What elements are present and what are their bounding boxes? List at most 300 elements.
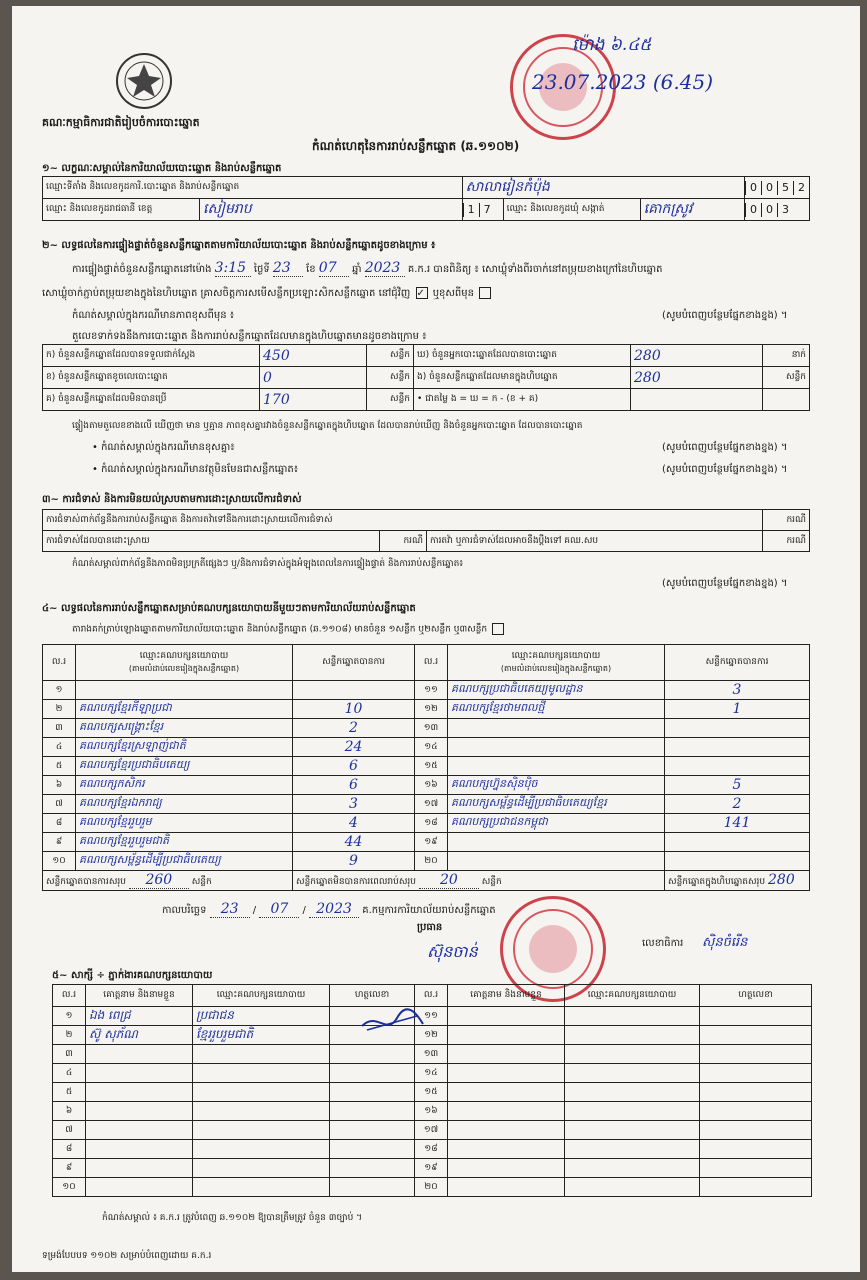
total-valid-label: សន្លឹកឆ្នោតបានការសរុប xyxy=(46,877,126,887)
count-label-2: ឃ) ចំនួនអ្នកបោះឆ្នោតដែលបានបោះឆ្នោត xyxy=(414,345,631,367)
row-number: ១២ xyxy=(415,700,448,719)
party-name: គណបក្សហ្វ៊ុនស៊ិនប៉ិច xyxy=(451,777,538,790)
col-no: ល.រ xyxy=(43,645,76,681)
verify-line xyxy=(72,260,662,277)
witness-name-cell xyxy=(448,1159,565,1178)
results-table xyxy=(42,644,810,891)
votes-cell xyxy=(293,700,415,719)
count-unit-2: នាក់ xyxy=(763,345,810,367)
party-name-cell xyxy=(76,833,293,852)
witness-party-cell xyxy=(565,1026,700,1045)
count-value: 0 xyxy=(263,369,272,386)
objection-row: ការជំទាស់ពាក់ព័ន្ធនឹងការរាប់សន្លឹកឆ្នោត និងការតវ៉ាទៅនឹងការដោះស្រាយលើការជំទាស់ xyxy=(43,510,763,531)
votes-cell xyxy=(293,833,415,852)
row-number: ២ xyxy=(53,1026,86,1045)
result-row xyxy=(43,833,810,852)
witness-sign-cell xyxy=(700,1159,812,1178)
row-number: ១១ xyxy=(415,1007,448,1026)
form-footer: ទម្រង់បែបបទ ១១០២ សម្រាប់បំពេញដោយ គ.ក.រ xyxy=(42,1251,212,1261)
count-label-2: • ជាតម្លៃ ង = ឃ = ក - (ខ + គ) xyxy=(414,389,631,411)
day-label: ថ្ងៃទី xyxy=(253,264,270,275)
votes-cell xyxy=(665,700,810,719)
votes-cell xyxy=(293,776,415,795)
party-name-cell xyxy=(76,738,293,757)
votes-value: 24 xyxy=(344,739,363,755)
witness-name: ស៊ូ សុភ័ណ xyxy=(89,1027,138,1041)
unit: ករណី xyxy=(763,531,810,552)
total-valid-value: 260 xyxy=(129,872,189,889)
row-number: ១៥ xyxy=(415,1083,448,1102)
sec5-heading: ៥~ សាក្សី ÷ ភ្នាក់ងារគណបក្សនយោបាយ xyxy=(52,970,213,981)
date-day: 23 xyxy=(210,901,250,918)
witness-sign-cell xyxy=(330,1140,415,1159)
party-name: គណបក្សប្រជាជនកម្ពុជា xyxy=(451,815,548,828)
count-row xyxy=(43,367,810,389)
party-name: គណបក្សខ្មែរឯករាជ្យ xyxy=(79,796,162,809)
col-party-sub: (តាមលំដាប់លេខរៀងក្នុងសន្លឹកឆ្នោត) xyxy=(500,664,612,673)
row-number: ៧ xyxy=(53,1121,86,1140)
sec4-intro-text: តារាងគក់ត្រាប់ឡោងឆ្នោតតាមការិយាល័យបោះឆ្នោត និងរាប់សន្លឹកឆ្នោត (ឆ.១១០៨) មានចំនួន ១សន្លឹក ឬ២សន្លឹក ឬ៣សន្លឹក xyxy=(72,624,488,635)
annotation-time: ម៉ោង ៦.៤៥ xyxy=(572,35,652,55)
witness-name-cell xyxy=(86,1007,193,1026)
party-name-cell xyxy=(76,757,293,776)
fill-note: (សូមបំពេញបន្ថែមផ្នែកខាងខ្នង) ។ xyxy=(662,578,788,589)
result-row xyxy=(43,757,810,776)
witness-party-cell xyxy=(565,1159,700,1178)
witness-party-cell xyxy=(565,1178,700,1197)
col-votes: សន្លឹកឆ្នោតបានការ xyxy=(293,645,415,681)
votes-value: 2 xyxy=(349,720,358,736)
appeal-row: ការតវ៉ា ឬការជំទាស់ដែលអាចនឹងប្ដឹងទៅ គឈ.សប xyxy=(427,531,763,552)
witness-sign-cell xyxy=(330,1121,415,1140)
date-label: កាលបរិច្ឆេទ xyxy=(162,905,207,916)
witness-sign-cell xyxy=(700,1045,812,1064)
party-name-cell xyxy=(448,700,665,719)
row-number: ៣ xyxy=(53,1045,86,1064)
row-number: ១ xyxy=(53,1007,86,1026)
bullet-diff: • កំណត់សម្គាល់ក្នុងករណីមានខុសគ្នា៖ xyxy=(92,442,235,453)
votes-cell xyxy=(665,776,810,795)
date-month: 07 xyxy=(259,901,299,918)
row-number: ៣ xyxy=(43,719,76,738)
witness-sign-cell xyxy=(330,1178,415,1197)
party-name-cell xyxy=(448,833,665,852)
total-box-label: សន្លឹកឆ្នោតក្នុងហិបឆ្នោតសរុប xyxy=(668,877,766,887)
fill-note: (សូមបំពេញបន្ថែមផ្នែកខាងខ្នង) ។ xyxy=(662,442,788,453)
count-value-cell-2 xyxy=(631,389,763,411)
votes-cell xyxy=(665,681,810,700)
votes-value: 3 xyxy=(732,682,742,698)
unit: ករណី xyxy=(763,510,810,531)
total-invalid-value: 20 xyxy=(419,872,479,889)
sec1-table xyxy=(42,176,810,221)
sec1-heading: ១~ លក្ខណៈសម្គាល់នៃការិយាល័យបោះឆ្នោត និងរាប់សន្លឹកឆ្នោត xyxy=(42,163,282,174)
fill-note: (សូមបំពេញបន្ថែមផ្នែកខាងខ្នង) ។ xyxy=(662,464,788,475)
seal-yes-label: ឬខុសពីមុន xyxy=(432,288,474,299)
witness-name-cell xyxy=(448,1102,565,1121)
witness-party-cell xyxy=(565,1121,700,1140)
sec4-heading: ៤~ លទ្ធផលនៃការរាប់សន្លឹកឆ្នោតសម្រាប់គណបក្សនយោបាយនីមួយៗតាមការិយាល័យរាប់សន្លឹកឆ្នោត xyxy=(42,603,416,614)
party-name: គណបក្សសង្គ្រោះខ្មែរ xyxy=(79,720,164,733)
party-name: គណបក្សសម្ព័ន្ធដើម្បីប្រជាធិបតេយ្យ xyxy=(79,853,221,866)
row-number: ១៦ xyxy=(415,776,448,795)
witness-row xyxy=(53,1140,812,1159)
witness-name-cell xyxy=(86,1083,193,1102)
witness-party: ប្រជាជន xyxy=(196,1008,234,1022)
unit: ករណី xyxy=(380,531,427,552)
row-number: ១៥ xyxy=(415,757,448,776)
witness-name-cell xyxy=(448,1083,565,1102)
note-diff: កំណត់សម្គាល់ក្នុងករណីមានភាពខុសពីមុន ៖ xyxy=(72,310,235,321)
party-name: គណបក្សខ្មែររួបរួមជាតិ xyxy=(79,834,170,847)
witness-sign-cell xyxy=(700,1140,812,1159)
count-unit: សន្លឹក xyxy=(367,345,414,367)
party-name-cell xyxy=(76,700,293,719)
witness-sign-cell xyxy=(700,1102,812,1121)
code-digit: 0 xyxy=(745,181,761,195)
code-digit: 0 xyxy=(745,203,761,217)
code-digit: 7 xyxy=(479,203,495,217)
total-valid-cell xyxy=(43,871,293,891)
irregular-note: កំណត់សម្គាល់ពាក់ព័ន្ធនឹងភាពមិនប្រក្រតីផ្សេងៗ ឬ/និងការជំទាស់ក្នុងអំឡុងពេលនៃការផ្ទៀងផ្ទាត់ និងការរាប់សន្លឹកឆ្នោត៖ xyxy=(72,559,464,569)
footnote: កំណត់សម្គាល់ ៖ គ.ក.រ ត្រូវបំពេញ ឆ.១១០២ ឱ្យបានត្រឹមត្រូវ ចំនួន ៣ច្បាប់ ។ xyxy=(102,1213,363,1223)
witness-sign-cell xyxy=(330,1102,415,1121)
witness-name-cell xyxy=(448,1178,565,1197)
votes-value: 9 xyxy=(349,853,358,869)
witness-party-cell xyxy=(565,1102,700,1121)
votes-cell xyxy=(293,795,415,814)
secretary-signature: ស៊ិនចំរើន xyxy=(702,935,748,950)
count-label: គ) ចំនួនសន្លឹកឆ្នោតដែលមិនបានប្រើ xyxy=(43,389,260,411)
total-box-cell xyxy=(665,871,810,891)
witness-row xyxy=(53,1102,812,1121)
votes-value: 2 xyxy=(732,796,742,812)
count-unit: សន្លឹក xyxy=(367,389,414,411)
unit: សន្លឹក xyxy=(191,877,212,887)
votes-cell xyxy=(665,814,810,833)
witness-name-cell xyxy=(86,1140,193,1159)
col-no: ល.រ xyxy=(415,645,448,681)
checkbox-different xyxy=(479,287,491,299)
witness-row xyxy=(53,1045,812,1064)
witness-party-cell xyxy=(193,1026,330,1045)
result-row xyxy=(43,795,810,814)
row-number: ៤ xyxy=(53,1064,86,1083)
result-row xyxy=(43,738,810,757)
count-value-2: 280 xyxy=(634,347,661,364)
province-value: សៀមរាប xyxy=(203,201,252,217)
witness-party-cell xyxy=(193,1102,330,1121)
verify-tail: គ.ក.រ បានពិនិត្យ ៖ សោឃ្លុំទាំងពីរចាក់នៅតម្រុយខាងក្រៅនៃហិបឆ្នោត xyxy=(407,264,663,275)
witness-name-cell xyxy=(448,1026,565,1045)
witness-party-cell xyxy=(193,1121,330,1140)
col-name: គោត្តនាម និងនាមខ្លួន xyxy=(86,985,193,1007)
unit: សន្លឹក xyxy=(481,877,502,887)
party-name-cell xyxy=(448,776,665,795)
votes-cell xyxy=(665,738,810,757)
col-sign: ហត្ថលេខា xyxy=(700,985,812,1007)
row-number: ៥ xyxy=(43,757,76,776)
votes-cell xyxy=(293,757,415,776)
count-value: 170 xyxy=(263,391,290,408)
count-value-cell xyxy=(260,367,367,389)
votes-value: 6 xyxy=(349,758,358,774)
party-name-cell xyxy=(448,719,665,738)
match-line: ផ្ទៀងតាមតួលេខខាងលើ ឃើញថា មាន ឬគ្មាន ភាពខុសគ្នារវាងចំនួនសន្លឹកឆ្នោតក្នុងហិបឆ្នោត ដែលបានរាប់ឃើញ និងចំនួនអ្នកបោះឆ្នោត ដែលបានបោះឆ្នោត xyxy=(72,421,583,431)
witness-party-cell xyxy=(565,1045,700,1064)
witness-row xyxy=(53,1026,812,1045)
witness-party-cell xyxy=(565,1140,700,1159)
code-digit: 1 xyxy=(463,203,479,217)
party-name-cell xyxy=(76,719,293,738)
witness-row xyxy=(53,1007,812,1026)
party-name: គណបក្សខ្មែរប្រជាធិបតេយ្យ xyxy=(79,758,190,771)
code-digit: 0 xyxy=(761,203,777,217)
witness-name-cell xyxy=(86,1121,193,1140)
row-number: ១២ xyxy=(415,1026,448,1045)
seal-line xyxy=(42,286,493,301)
row-number: ១៨ xyxy=(415,1140,448,1159)
code-digit: 5 xyxy=(777,181,793,195)
witness-sign-cell xyxy=(700,1083,812,1102)
nec-emblem-icon xyxy=(115,50,173,112)
count-label: ក) ចំនួនសន្លឹកឆ្នោតដែលបានទទួលជាក់ស្ដែង xyxy=(43,345,260,367)
doc-title: កំណត់ហេតុនៃការរាប់សន្លឹកឆ្នោត (ឆ.១១០២) xyxy=(312,139,520,153)
count-value-cell-2 xyxy=(631,367,763,389)
votes-cell xyxy=(293,852,415,871)
votes-cell xyxy=(293,814,415,833)
row-number: ១៩ xyxy=(415,833,448,852)
verify-day: 23 xyxy=(273,260,303,277)
chair-signature: ស៊ុនចាន់ xyxy=(427,942,478,961)
col-name: គោត្តនាម និងនាមខ្លួន xyxy=(448,985,565,1007)
witness-party-cell xyxy=(565,1083,700,1102)
witness-sign-cell xyxy=(700,1007,812,1026)
row-number: ១៣ xyxy=(415,1045,448,1064)
count-unit: សន្លឹក xyxy=(367,367,414,389)
witness-party-cell xyxy=(193,1064,330,1083)
verify-year: 2023 xyxy=(365,260,405,277)
party-name-cell xyxy=(448,814,665,833)
col-no: ល.រ xyxy=(53,985,86,1007)
row-number: ១៧ xyxy=(415,1121,448,1140)
checkbox-same: ✓ xyxy=(416,287,428,299)
count-value: 450 xyxy=(263,347,290,364)
party-name: គណបក្សខ្មែររួបរួម xyxy=(79,815,152,828)
row-number: ៩ xyxy=(43,833,76,852)
party-name: គណបក្សកសិករ xyxy=(79,777,145,790)
count-unit-2 xyxy=(763,389,810,411)
row-number: ១៤ xyxy=(415,738,448,757)
witness-name: ឯង ពេជ្រ xyxy=(89,1008,131,1022)
witness-sign-cell xyxy=(700,1121,812,1140)
count-label-2: ង) ចំនួនសន្លឹកឆ្នោតដែលមានក្នុងហិបឆ្នោត xyxy=(414,367,631,389)
witness-name-cell xyxy=(448,1121,565,1140)
row-number: ៦ xyxy=(53,1102,86,1121)
list-intro: តួលេខទាក់ទងនឹងការបោះឆ្នោត និងការរាប់សន្លឹកឆ្នោតដែលមានក្នុងហិបឆ្នោតមានដូចខាងក្រោម ៖ xyxy=(72,331,427,342)
count-row xyxy=(43,389,810,411)
votes-cell xyxy=(665,757,810,776)
result-row xyxy=(43,719,810,738)
witness-name-cell xyxy=(448,1064,565,1083)
party-name-cell xyxy=(448,795,665,814)
count-value-cell-2 xyxy=(631,345,763,367)
checkbox-sheets xyxy=(492,623,504,635)
location-label: ឈ្មោះទីតាំង និងលេខកូដការិ.បោះឆ្នោត និងរាប់សន្លឹកឆ្នោត xyxy=(43,177,463,199)
year-label: ឆ្នាំ xyxy=(351,264,362,275)
province-label: ឈ្មោះ និងលេខកូដរាជធានី ខេត្ត xyxy=(43,199,200,221)
row-number: ៨ xyxy=(43,814,76,833)
witness-table xyxy=(52,984,812,1197)
row-number: ១៦ xyxy=(415,1102,448,1121)
result-row xyxy=(43,852,810,871)
witness-party-cell xyxy=(565,1064,700,1083)
count-row xyxy=(43,345,810,367)
code-digit: 0 xyxy=(761,181,777,195)
row-number: ៩ xyxy=(53,1159,86,1178)
total-invalid-label: សន្លឹកឆ្នោតមិនបានការពេលរាប់សរុប xyxy=(296,877,416,887)
org-name: គណៈកម្មាធិការជាតិរៀបចំការបោះឆ្នោត xyxy=(42,116,200,129)
votes-cell xyxy=(293,738,415,757)
votes-value: 10 xyxy=(344,701,363,717)
witness-sign-cell xyxy=(700,1178,812,1197)
commune-label: ឈ្មោះ និងលេខកូដឃុំ សង្កាត់ xyxy=(503,199,640,221)
row-number: ១៨ xyxy=(415,814,448,833)
verify-month: 07 xyxy=(319,260,349,277)
party-name-cell xyxy=(76,852,293,871)
sec4-intro xyxy=(72,623,506,637)
row-number: ១០ xyxy=(53,1178,86,1197)
votes-cell xyxy=(665,795,810,814)
witness-name-cell xyxy=(86,1102,193,1121)
witness-sign-cell xyxy=(330,1159,415,1178)
sec3-heading: ៣~ ការជំទាស់ និងការមិនយល់ស្របតាមការដោះស្រាយលើការជំទាស់ xyxy=(42,494,302,505)
row-number: ១០ xyxy=(43,852,76,871)
party-name: គណបក្សខ្មែរកីឡាប្រជា xyxy=(79,701,172,714)
witness-sign-cell xyxy=(700,1064,812,1083)
witness-name-cell xyxy=(86,1045,193,1064)
row-number: ៦ xyxy=(43,776,76,795)
witness-name-cell xyxy=(86,1178,193,1197)
resolved-row: ការជំទាស់ដែលបានដោះស្រាយ xyxy=(43,531,380,552)
code-digit: 2 xyxy=(793,181,809,195)
count-value-cell xyxy=(260,389,367,411)
objection-table xyxy=(42,509,810,552)
result-row xyxy=(43,681,810,700)
row-number: ២ xyxy=(43,700,76,719)
party-name-cell xyxy=(448,681,665,700)
document-page xyxy=(12,6,860,1272)
location-value: សាលារៀនកំប៉ុង xyxy=(465,179,550,195)
col-party-sub: (តាមលំដាប់លេខរៀងក្នុងសន្លឹកឆ្នោត) xyxy=(128,664,240,673)
party-name-cell xyxy=(76,814,293,833)
row-number: ៤ xyxy=(43,738,76,757)
party-name-cell xyxy=(448,852,665,871)
witness-name-cell xyxy=(86,1159,193,1178)
col-party: ឈ្មោះគណបក្សនយោបាយ xyxy=(193,985,330,1007)
votes-value: 141 xyxy=(723,815,751,831)
commune-value: គោកស្រូវ xyxy=(643,201,693,217)
witness-name-cell xyxy=(86,1026,193,1045)
total-invalid-cell xyxy=(293,871,665,891)
row-number: ២០ xyxy=(415,1178,448,1197)
votes-value: 3 xyxy=(349,796,358,812)
witness-row xyxy=(53,1121,812,1140)
count-value-2: 280 xyxy=(634,369,661,386)
verify-time: 3:15 xyxy=(215,260,251,277)
count-label: ខ) ចំនួនសន្លឹកឆ្នោតខូចលេបោះឆ្នោត xyxy=(43,367,260,389)
row-number: ៥ xyxy=(53,1083,86,1102)
sign-date: កាលបរិច្ឆេទ 23 / 07 / 2023 គ.កម្មការការិយាល័យរាប់សន្លឹកឆ្នោត xyxy=(162,901,496,917)
row-number: ១១ xyxy=(415,681,448,700)
col-party: ឈ្មោះគណបក្សនយោបាយ xyxy=(565,985,700,1007)
witness-sign-cell xyxy=(330,1083,415,1102)
chair-label: ប្រធាន xyxy=(417,922,443,933)
date-year: 2023 xyxy=(309,901,359,918)
witness-party-cell xyxy=(565,1007,700,1026)
committee-label: គ.កម្មការការិយាល័យរាប់សន្លឹកឆ្នោត xyxy=(362,905,496,916)
party-name: គណបក្សខ្មែរថាមពលថ្មី xyxy=(451,701,545,714)
result-row xyxy=(43,776,810,795)
witness-party-cell xyxy=(193,1159,330,1178)
witness-name-cell xyxy=(448,1007,565,1026)
votes-value: 44 xyxy=(344,834,363,850)
witness-party: ខ្មែររួបរួមជាតិ xyxy=(196,1027,254,1041)
month-label: ខែ xyxy=(306,264,316,275)
party-name: គណបក្សសម្ព័ន្ធដើម្បីប្រជាធិបតេយ្យខ្មែរ xyxy=(451,796,607,809)
seal-text: សោឃ្លុំចាក់ភ្ជាប់តម្រុយខាងក្នុងនៃហិបឆ្នោត គ្រាសចិត្តការសមើសន្លឹកប្រឡោះសិកសន្លឹកឆ្នោត នៅជុំវិញ xyxy=(42,288,411,299)
row-number: ១៤ xyxy=(415,1064,448,1083)
party-name-cell xyxy=(76,681,293,700)
count-unit-2: សន្លឹក xyxy=(763,367,810,389)
col-party: ឈ្មោះគណបក្សនយោបាយ xyxy=(511,651,601,661)
row-number: ៨ xyxy=(53,1140,86,1159)
witness-row xyxy=(53,1064,812,1083)
row-number: ១៩ xyxy=(415,1159,448,1178)
party-name: គណបក្សប្រជាធិបតេយ្យមូលដ្ឋាន xyxy=(451,682,583,695)
result-row xyxy=(43,700,810,719)
votes-cell xyxy=(665,833,810,852)
votes-value: 1 xyxy=(732,701,742,717)
secretary-label: លេខាធិការ xyxy=(642,938,684,949)
witness-row xyxy=(53,1178,812,1197)
votes-cell xyxy=(293,681,415,700)
witness-party-cell xyxy=(193,1083,330,1102)
votes-value: 5 xyxy=(732,777,742,793)
witness-row xyxy=(53,1083,812,1102)
code-digit: 3 xyxy=(777,203,793,217)
party-name-cell xyxy=(448,738,665,757)
total-box-value: 280 xyxy=(768,872,795,888)
party-name-cell xyxy=(448,757,665,776)
party-name-cell xyxy=(76,795,293,814)
sec2-heading: ២~ លទ្ធផលនៃការផ្ទៀងផ្ទាត់ចំនួនសន្លឹកឆ្នោតតាមការិយាល័យបោះឆ្នោត និងរាប់សន្លឹកឆ្នោតដូចខាងក្រោម ៖ xyxy=(42,240,436,251)
witness-party-cell xyxy=(193,1045,330,1064)
count-value-cell xyxy=(260,345,367,367)
party-name-cell xyxy=(76,776,293,795)
party-name: គណបក្សខ្មែរស្រឡាញ់ជាតិ xyxy=(79,739,186,752)
votes-cell xyxy=(665,719,810,738)
verify-label: ការផ្ទៀងផ្ទាត់ចំនួនសន្លឹកឆ្នោតនៅម៉ោង xyxy=(72,264,212,275)
witness-sign-cell xyxy=(330,1045,415,1064)
row-number: ៧ xyxy=(43,795,76,814)
votes-cell xyxy=(293,719,415,738)
witness-name-cell xyxy=(86,1064,193,1083)
fill-note: (សូមបំពេញបន្ថែមផ្នែកខាងខ្នង) ។ xyxy=(662,310,788,321)
annotation-date: 23.07.2023 (6.45) xyxy=(532,70,714,94)
votes-value: 4 xyxy=(349,815,358,831)
row-number: ១៣ xyxy=(415,719,448,738)
